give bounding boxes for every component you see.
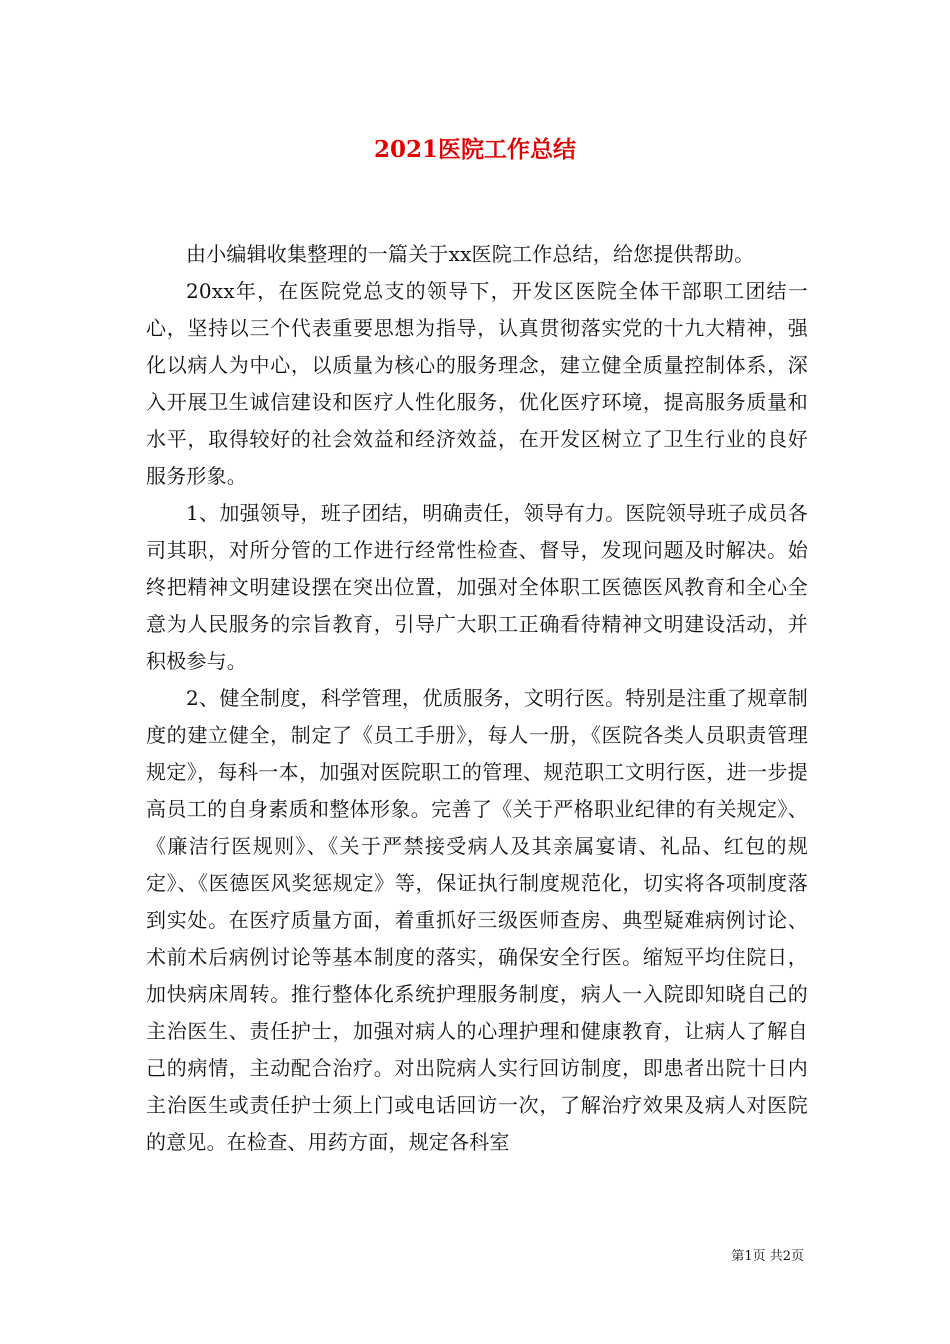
- intro-paragraph: 由小编辑收集整理的一篇关于xx医院工作总结，给您提供帮助。: [186, 242, 755, 266]
- system-paragraph: 2、健全制度，科学管理，优质服务，文明行医。特别是注重了规章制度的建立健全，制定了《员工手册》，每人一册，《医院各类人员职责管理规定》，每科一本，加强对医院职工的管理、规范职工文明行医，进一步提高员工的自身素质和整体形象。完善了《关于严格职业纪律的有关规定》、《廉洁行医规则》、《关于严禁接受病人及其亲属宴请、礼品、红包的规定》、《医德医风奖惩规定》等，保证执行制度规范化，切实将各项制度落到实处。在医疗质量方面，着重抓好三级医师查房、典型疑难病例讨论、术前术后病例讨论等基本制度的落实，确保安全行医。缩短平均住院日，加快病床周转。推行整体化系统护理服务制度，病人一入院即知晓自己的主治医生、责任护士，加强对病人的心理护理和健康教育，让病人了解自己的病情，主动配合治疗。对出院病人实行回访制度，即患者出院十日内主治医生或责任护士须上门或电话回访一次，了解治疗效果及病人对医院的意见。在检查、用药方面，规定各科室: [146, 686, 808, 1154]
- document-body: [146, 236, 808, 1161]
- overview-paragraph: 20xx年，在医院党总支的领导下，开发区医院全体干部职工团结一心，坚持以三个代表重要思想为指导，认真贯彻落实党的十九大精神，强化以病人为中心，以质量为核心的服务理念，建立健全质量控制体系，深入开展卫生诚信建设和医疗人性化服务，优化医疗环境，提高服务质量和水平，取得较好的社会效益和经济效益，在开发区树立了卫生行业的良好服务形象。: [146, 279, 808, 488]
- page-number: 第1页 共2页: [731, 1249, 804, 1264]
- leadership-paragraph: 1、加强领导，班子团结，明确责任，领导有力。医院领导班子成员各司其职，对所分管的工作进行经常性检查、督导，发现问题及时解决。始终把精神文明建设摆在突出位置，加强对全体职工医德医风教育和全心全意为人民服务的宗旨教育，引导广大职工正确看待精神文明建设活动，并积极参与。: [146, 501, 808, 673]
- document-title: 2021医院工作总结: [373, 136, 576, 163]
